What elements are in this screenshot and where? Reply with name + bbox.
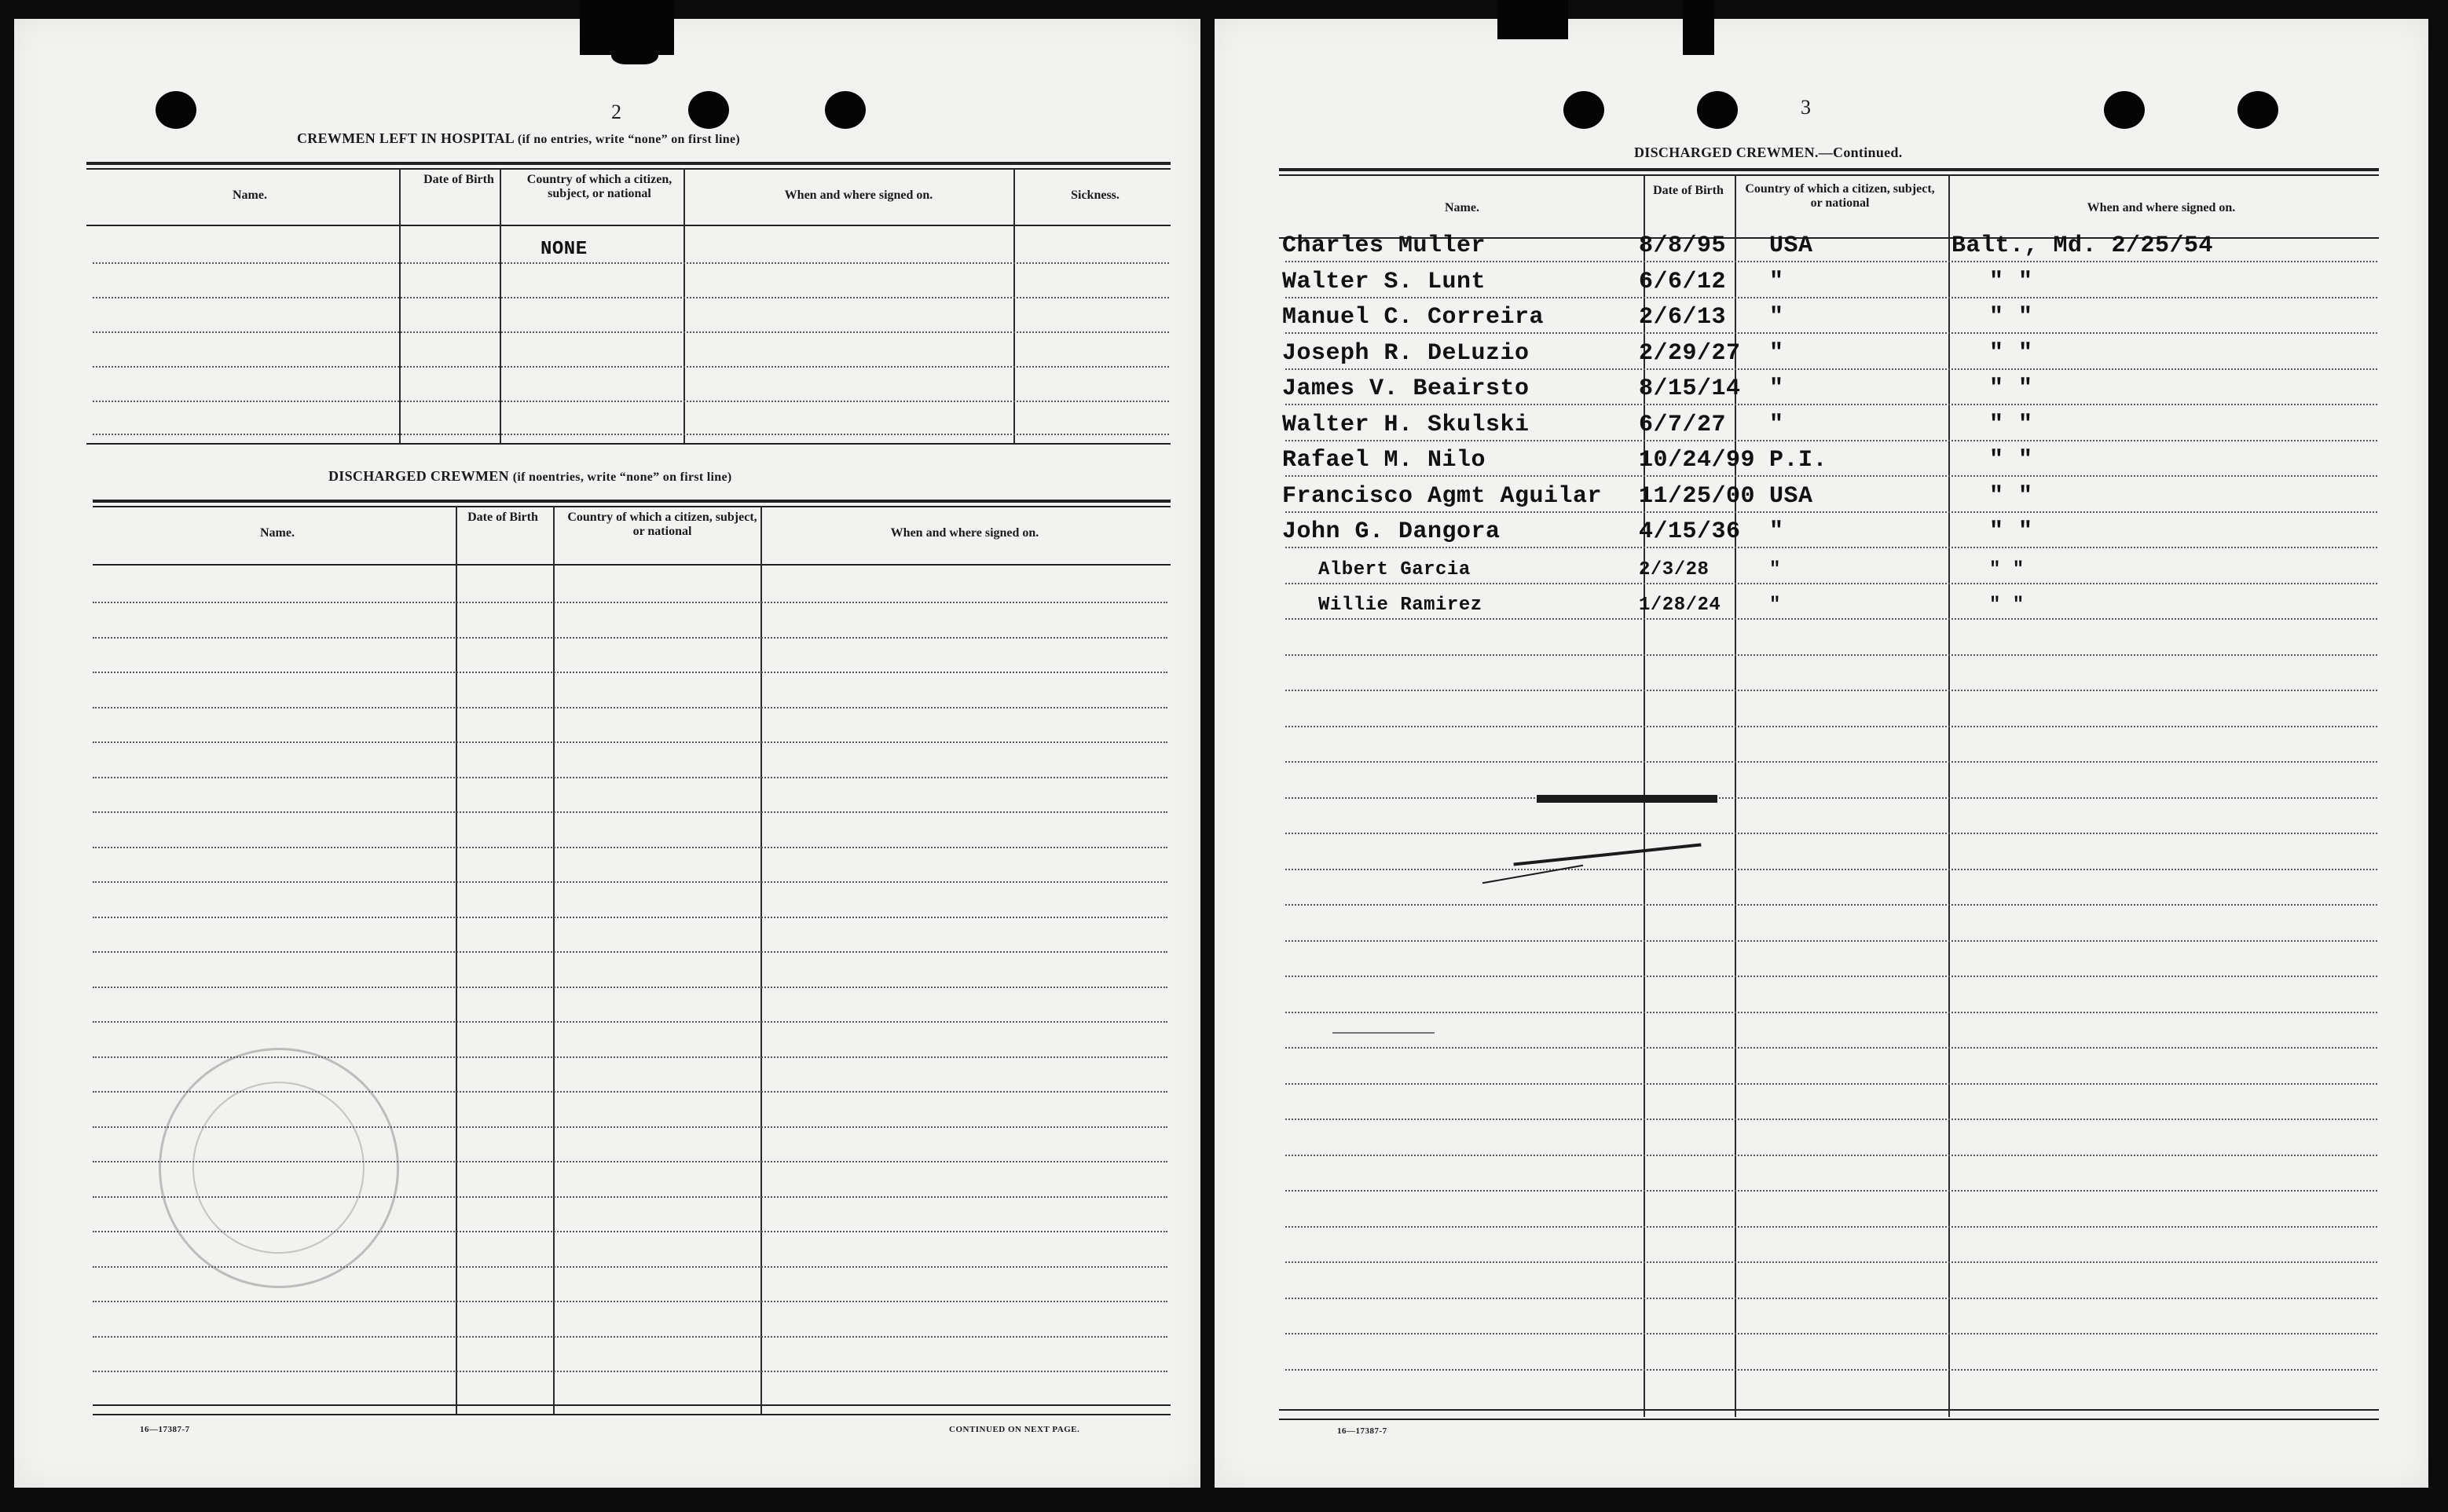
table-rule [93,1404,1171,1406]
entry-line [93,331,1169,333]
section-title-text: DISCHARGED CREWMEN [328,468,509,484]
col-header-country: Country of which a citizen, subject, or national [567,511,757,538]
entry-line [1285,368,2377,370]
col-divider [1013,168,1015,445]
entry-line [1285,690,2377,691]
page-number: 3 [1801,96,1811,119]
table-rule [86,162,1171,165]
struck-out-mark [1482,865,1583,884]
entry-line [93,401,1169,402]
entry-line [1285,1226,2377,1228]
entry-line [1285,511,2377,513]
entry-line [93,707,1167,708]
col-divider [1948,174,1950,1417]
entry-line [93,987,1167,988]
crew-country: " [1769,412,1784,438]
table-rule [1279,174,2379,176]
entry-line [93,1021,1167,1023]
punch-hole [2104,91,2145,129]
crew-country: P.I. [1769,447,1828,474]
punch-hole [1697,91,1738,129]
entry-line [1285,833,2377,834]
punch-hole [2237,91,2278,129]
crew-dob: 10/24/99 [1639,447,1756,474]
entry-line [1285,976,2377,977]
entry-line [1285,904,2377,906]
continued-note: CONTINUED ON NEXT PAGE. [949,1425,1080,1434]
crew-name: Francisco Agmt Aguilar [1282,483,1603,510]
punch-hole [1563,91,1604,129]
pencil-mark [1332,1032,1435,1034]
entry-line [93,366,1169,368]
section-title-text: CREWMEN LEFT IN HOSPITAL [297,130,515,146]
entry-line [1285,297,2377,298]
crew-country: " [1769,375,1784,402]
entry-line [93,1371,1167,1372]
col-header-name: Name. [233,189,267,202]
crew-signed-on: " " [1989,483,2033,510]
page-number: 2 [611,101,621,123]
entry-line [1285,869,2377,870]
entry-line [1285,1298,2377,1299]
table-rule [1279,168,2379,171]
section-note: (if no entries, write “none” on first line) [517,133,740,146]
punch-hole [825,91,866,129]
entry-line [93,262,1169,264]
col-divider [553,506,555,1414]
col-header-signed: When and where signed on. [890,526,1039,540]
scan-blot [1683,0,1714,55]
crew-country: " [1769,559,1781,580]
crew-dob: 8/8/95 [1639,232,1727,259]
entry-line [1285,440,2377,441]
crew-signed-on: " " [1989,269,2033,295]
crew-country: " [1769,518,1784,545]
col-header-dob: Date of Birth [423,173,494,186]
crew-signed-on: " " [1989,518,2033,545]
entry-line [93,741,1167,743]
entry-line [93,917,1167,918]
entry-line [1285,1118,2377,1120]
crew-country: " [1769,595,1781,616]
entry-line [1285,761,2377,763]
entry-line [1285,654,2377,656]
table-rule [1279,1419,2379,1420]
crew-dob: 4/15/36 [1639,518,1741,545]
crew-signed-on: " " [1989,447,2033,474]
header-rule [86,225,1171,226]
crew-country: USA [1769,232,1813,259]
col-header-name: Name. [1445,201,1479,214]
col-divider [760,506,762,1414]
struck-out-mark [1513,843,1701,866]
crew-signed-on: " " [1989,375,2033,402]
col-header-signed: When and where signed on. [2087,201,2236,214]
header-rule [93,564,1171,566]
entry-line [1285,404,2377,405]
crew-dob: 2/3/28 [1639,559,1710,580]
section-note: (if noentries, write “none” on first line) [512,470,732,484]
crew-dob: 6/7/27 [1639,412,1727,438]
col-header-dob: Date of Birth [1653,184,1724,197]
crew-name: Rafael M. Nilo [1282,447,1486,474]
form-number: 16—17387-7 [1337,1426,1387,1436]
col-divider [500,168,501,445]
entry-line [93,847,1167,848]
crew-name: Albert Garcia [1318,559,1471,580]
crew-name: Charles Muller [1282,232,1486,259]
col-divider [683,168,685,445]
entry-line [1285,1190,2377,1192]
scan-blot [611,35,658,64]
left-form-page [14,19,1200,1488]
section-title-discharged [328,468,732,485]
crew-dob: 6/6/12 [1639,269,1727,295]
crew-dob: 8/15/14 [1639,375,1741,402]
entry-line [93,637,1167,639]
right-form-page [1215,19,2428,1488]
crew-country: USA [1769,483,1813,510]
entry-line [1285,797,2377,799]
table-rule [1279,1409,2379,1411]
struck-out-mark [1537,795,1717,803]
entry-line [93,951,1167,953]
form-number: 16—17387-7 [140,1425,190,1434]
table-rule [86,168,1171,170]
col-divider [456,506,457,1414]
entry-line [1285,940,2377,942]
stamp-ring [177,1066,381,1270]
entry-line [93,602,1167,603]
table-rule [86,443,1171,445]
col-header-name: Name. [260,526,295,540]
crew-name: Walter S. Lunt [1282,269,1486,295]
punch-hole [156,91,196,129]
entry-line [1285,475,2377,477]
entry-line [93,297,1169,298]
entry-line [93,777,1167,778]
entry-line [1285,547,2377,548]
section-title-discharged-continued: DISCHARGED CREWMEN.—Continued. [1634,145,1903,160]
entry-line [1285,1012,2377,1013]
entry-line [1285,618,2377,620]
section-title-hospital [297,130,740,147]
col-header-sickness: Sickness. [1071,189,1120,202]
crew-name: Willie Ramirez [1318,595,1482,616]
crew-dob: 2/29/27 [1639,340,1741,367]
received-stamp [137,1026,422,1311]
crew-signed-on: " " [1989,412,2033,438]
entry-line [1285,726,2377,727]
table-rule [93,1414,1171,1415]
punch-hole [688,91,729,129]
entry-line [93,672,1167,673]
crew-name: Joseph R. DeLuzio [1282,340,1530,367]
crew-country: " [1769,304,1784,331]
crew-name: James V. Beairsto [1282,375,1530,402]
crew-country: " [1769,269,1784,295]
crew-name: John G. Dangora [1282,518,1501,545]
entry-line [93,881,1167,883]
entry-line [1285,332,2377,334]
crew-name: Walter H. Skulski [1282,412,1530,438]
col-header-signed: When and where signed on. [784,189,933,202]
col-header-dob: Date of Birth [467,511,538,524]
crew-signed-on: Balt., Md. 2/25/54 [1951,232,2214,259]
crew-name: Manuel C. Correira [1282,304,1545,331]
entry-line [1285,1261,2377,1263]
scan-blot [1497,0,1568,39]
entry-line [1285,1333,2377,1334]
crew-signed-on: " " [1989,595,2025,616]
entry-line [1285,1083,2377,1085]
col-header-country: Country of which a citizen, subject, or national [526,173,672,200]
table-rule [93,506,1171,507]
col-divider [399,168,401,445]
crew-dob: 1/28/24 [1639,595,1721,616]
entry-line [1285,1047,2377,1049]
crew-signed-on: " " [1989,559,2025,580]
entry-line [1285,1369,2377,1371]
crew-dob: 11/25/00 [1639,483,1756,510]
crew-signed-on: " " [1989,304,2033,331]
entry-line [93,1336,1167,1338]
hospital-entry: NONE [541,239,588,260]
table-rule [93,500,1171,503]
entry-line [1285,261,2377,262]
crew-signed-on: " " [1989,340,2033,367]
col-header-country: Country of which a citizen, subject, or national [1745,182,1935,210]
crew-country: " [1769,340,1784,367]
entry-line [1285,1155,2377,1156]
entry-line [93,1301,1167,1302]
crew-dob: 2/6/13 [1639,304,1727,331]
entry-line [93,434,1169,435]
entry-line [1285,583,2377,584]
entry-line [93,811,1167,813]
